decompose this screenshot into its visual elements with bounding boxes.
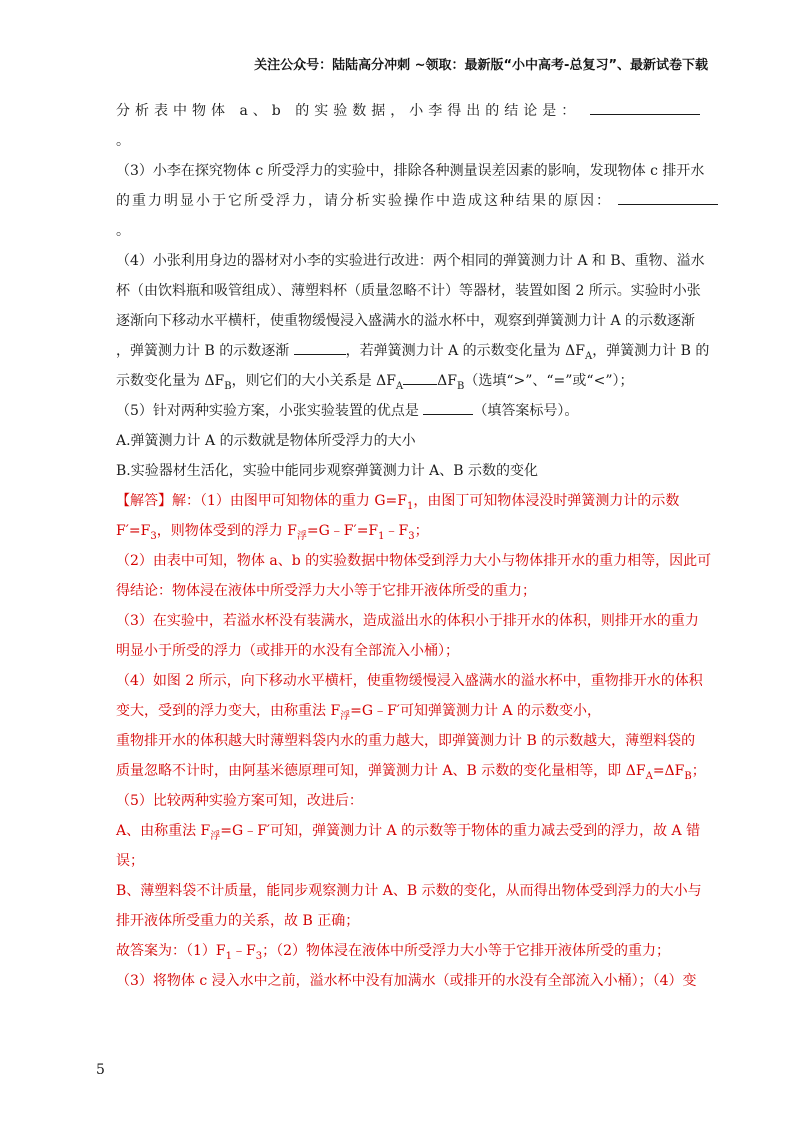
answer-line: 排开液体所受重力的关系，故 B 正确； [116,913,360,929]
answer-tag: 【解答】 [116,493,172,509]
q4-line: ，弹簧测力计 B 的示数逐渐 ，若弹簧测力计 A 的示数变化量为 $\Delta F_A$，弹簧测力计 B 的 [116,343,710,362]
page-number: 5 [96,1062,105,1078]
q5-line: （5）针对两种实验方案，小张实验装置的优点是 （填答案标号）。 [116,403,579,419]
answer-line: 变大，受到的浮力变大，由称重法 $F_浮=G﹣F'$可知弹簧测力计 A 的示数变小， [116,703,601,722]
answer-blank [423,413,473,415]
answer-blank [618,203,718,205]
period-line: 。 [116,223,130,239]
page-header: 关注公众号：陆陆高分冲刺 ~领取：最新版“小中高考-总复习”、最新试卷下载 [254,58,708,73]
answer-line: 重物排开水的体积越大时薄塑料袋内水的重力越大，即弹簧测力计 B 的示数越大，薄塑料袋的 [116,733,696,749]
q4-line: 杯（由饮料瓶和吸管组成）、薄塑料杯（质量忽略不计）等器材，装置如图 2 所示。实验时小张 [116,283,701,299]
q4-line: 示数变化量为 $\Delta F_B$，则它们的大小关系是 $\Delta F_A$ $\Delta F_B$（选填“>”、“=”或“<”）； [116,373,634,392]
answer-line: B、薄塑料袋不计质量，能同步观察测力计 A、B 示数的变化，从而得出物体受到浮力的大小与 [116,883,702,899]
option-a: A.弹簧测力计 A 的示数就是物体所受浮力的大小 [116,433,416,449]
answer-line: （3）在实验中，若溢水杯没有装满水，造成溢出水的体积小于排开水的体积，则排开水的重力 [116,613,699,629]
answer-line: 误； [116,853,144,869]
conclusion-line: 分析表中物体 a、b 的实验数据，小李得出的结论是： [116,96,706,126]
q3-line: （3）小李在探究物体 c 所受浮力的实验中，排除各种测量误差因素的影响，发现物体 c 排开水 [116,163,705,179]
option-b: B.实验器材生活化，实验中能同步观察弹簧测力计 A、B 示数的变化 [116,463,539,479]
answer-line: （2）由表中可知，物体 a、b 的实验数据中物体受到浮力大小与物体排开水的重力相等，因此可 [116,553,712,569]
period-line: 。 [116,133,130,149]
answer-line: 明显小于所受的浮力（或排开的水没有全部流入小桶）； [116,643,459,659]
answer-section [116,486,712,996]
answer-blank [590,113,700,115]
q3-line: 的重力明显小于它所受浮力，请分析实验操作中造成这种结果的原因： [116,186,706,216]
answer-line: A、由称重法 $F_浮=G﹣F'$可知，弹簧测力计 A 的示数等于物体的重力减去受到的浮力，故 A 错 [116,823,701,842]
q4-line: 逐渐向下移动水平横杆，使重物缓慢浸入盛满水的溢水杯中，观察到弹簧测力计 A 的示数逐渐 [116,313,696,329]
answer-line: （3）将物体 c 浸入水中之前，溢水杯中没有加满水（或排开的水没有全部流入小桶）；（4）变 [116,973,697,989]
answer-line: 得结论：物体浸在液体中所受浮力大小等于它排开液体所受的重力； [116,583,536,599]
answer-line: 故答案为：$(1)F_1﹣F_3$；（2）物体浸在液体中所受浮力大小等于它排开液体所受的重力； [116,943,670,962]
answer-line: 【解答】解：（1）由图甲可知物体的重力 $G=F_1$，由图丁可知物体浸没时弹簧测力计的示数 [116,493,680,512]
answer-blank [403,383,437,385]
answer-blank [294,353,346,355]
answer-line: $F'=F_3$，则物体受到的浮力 $F_浮=G﹣F'=F_1﹣F_3$； [116,523,429,542]
answer-line: 质量忽略不计时，由阿基米德原理可知，弹簧测力计 A、B 示数的变化量相等，即 $\Delta F_A=\Delta F_B$； [116,763,706,782]
answer-line: （4）如图 2 所示，向下移动水平横杆，使重物缓慢浸入盛满水的溢水杯中，重物排开水的体积 [116,673,703,689]
answer-line: （5）比较两种实验方案可知，改进后： [116,793,363,809]
q4-line: （4）小张利用身边的器材对小李的实验进行改进：两个相同的弹簧测力计 A 和 B、重物、溢水 [116,253,705,269]
document-body [116,96,712,996]
